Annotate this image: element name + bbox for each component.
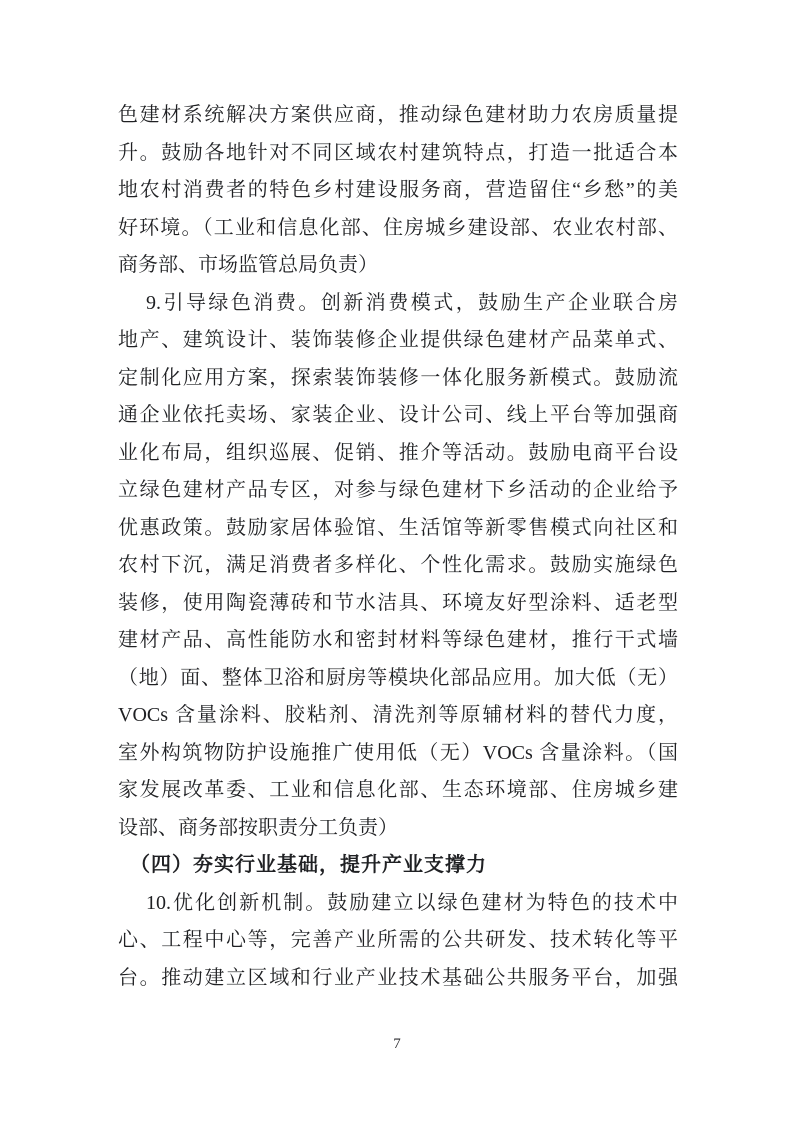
text-line: VOCs 含量涂料、胶粘剂、清洗剂等原辅材料的替代力度，	[118, 704, 678, 726]
text-line: 定制化应用方案，探索装饰装修一体化服务新模式。鼓励流	[118, 366, 678, 389]
text-line: 商务部、市场监管总局负责）	[118, 254, 378, 276]
page-number: 7	[393, 1036, 401, 1052]
text-line: 农村下沉，满足消费者多样化、个性化需求。鼓励实施绿色	[118, 554, 678, 576]
text-line: 立绿色建材产品专区，对参与绿色建材下乡活动的企业给予	[118, 479, 678, 501]
text-line: 室外构筑物防护设施推广使用低（无）VOCs 含量涂料。（国	[118, 741, 678, 764]
text-line: 心、工程中心等，完善产业所需的公共研发、技术转化等平	[118, 929, 678, 951]
text-line: 建材产品、高性能防水和密封材料等绿色建材，推行干式墙	[118, 629, 678, 651]
text-line: 地农村消费者的特色乡村建设服务商，营造留住“乡愁”的美	[118, 179, 678, 201]
text-line: 家发展改革委、工业和信息化部、生态环境部、住房城乡建	[118, 779, 678, 801]
numbered-item-9-start: 9.引导绿色消费。创新消费模式，鼓励生产企业联合房	[146, 291, 678, 314]
section-heading: （四）夯实行业基础，提升产业支撑力	[130, 854, 487, 876]
text-line: 优惠政策。鼓励家居体验馆、生活馆等新零售模式向社区和	[118, 516, 678, 539]
text-line: 好环境。（工业和信息化部、住房城乡建设部、农业农村部、	[118, 216, 678, 239]
text-line: 设部、商务部按职责分工负责）	[118, 816, 398, 839]
text-line: 色建材系统解决方案供应商，推动绿色建材助力农房质量提	[118, 104, 678, 126]
text-line: 升。鼓励各地针对不同区域农村建筑特点，打造一批适合本	[118, 141, 678, 164]
document-text-block	[118, 97, 678, 997]
text-line: 业化布局，组织巡展、促销、推介等活动。鼓励电商平台设	[118, 441, 678, 464]
numbered-item-10-start: 10.优化创新机制。鼓励建立以绿色建材为特色的技术中	[146, 891, 678, 914]
text-line: （地）面、整体卫浴和厨房等模块化部品应用。加大低（无）	[118, 666, 678, 689]
text-line: 地产、建筑设计、装饰装修企业提供绿色建材产品菜单式、	[118, 329, 678, 351]
text-line: 台。推动建立区域和行业产业技术基础公共服务平台，加强	[118, 966, 678, 989]
text-line: 通企业依托卖场、家装企业、设计公司、线上平台等加强商	[118, 404, 678, 426]
text-line: 装修，使用陶瓷薄砖和节水洁具、环境友好型涂料、适老型	[118, 591, 678, 614]
